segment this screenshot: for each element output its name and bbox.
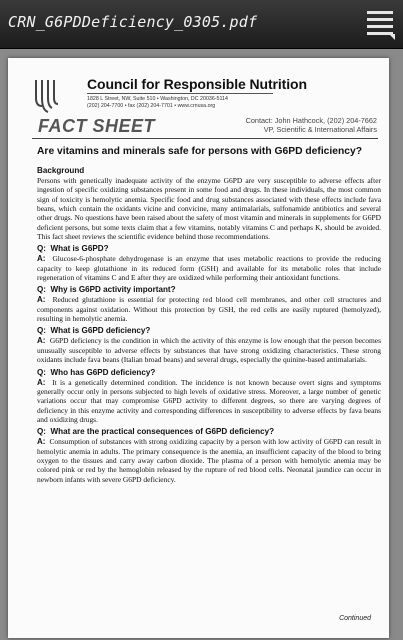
answer: A: Consumption of substances with strong oxidizing capacity by a person with low activity of G6PD can result in hemolytic anemia in adults. The primary consequence is the anemia, an insufficient capacity of the blood to bring oxygen to the tissues and carry away carbon dioxide. The plasma of a person with hemolytic anemia may be colored pink or red by the hemoglobin released by the rupture of red blood cells. Neonatal jaundice can occur in newborn infants with severe G6PD deficiency. (37, 437, 382, 484)
pdf-page[interactable] (8, 58, 389, 638)
address-line: 1828 L Street, NW, Suite 510 • Washington, DC 20036-5114 (87, 96, 228, 102)
phone-line: (202) 204-7700 • fax (202) 204-7701 • www.crnusa.org (87, 103, 216, 109)
question: Q: What is G6PD deficiency? (37, 326, 151, 336)
answer: A: Reduced glutathione is essential for protecting red blood cell membranes, and other cell structures and components against oxidation. Without this protection by GSH, the red cells are easily ruptured (hemolyzed), resulting in hemolytic anemia. (37, 295, 381, 324)
fact-sheet-label: FACT SHEET (38, 116, 156, 136)
viewer-toolbar (0, 0, 403, 49)
divider (32, 138, 378, 139)
continued-label: Continued (339, 615, 371, 622)
contact-info (246, 117, 377, 134)
menu-icon[interactable] (367, 11, 393, 37)
background-text: Persons with genetically inadequate activity of the enzyme G6PD are very susceptible to adverse effects after ingestion of specific oxidizing substances present in some food and drugs. In these individuals, the most common sign of toxicity is hemolytic anemia. Specific food and drug substances associated with these effects include fava beans, which contain the oxidants vicine and convicine, many antimalarials, sulfonamide antibiotics and several other drugs. No questions have been raised about the safety of most vitamin and minerals in supplements for G6PD deficient persons, but some texts claim that a few vitamins, notably vitamins C and perhaps K, should be avoided. This fact sheet reviews the scientific evidence behind those recommendations. (37, 176, 381, 242)
question: Q: What are the practical consequences of G6PD deficiency? (37, 427, 275, 437)
contact-line: Contact: John Hathcock, (202) 204-7662 (245, 116, 377, 125)
crn-logo-icon (32, 76, 62, 116)
document-body (37, 166, 381, 485)
answer: A: G6PD deficiency is the condition in which the activity of this enzyme is low enough that the person becomes unusually susceptible to adverse effects by substances that have strong oxidizing characteristics. These strong oxidants include fava beans (Italian broad beans) and several drugs, especially the quinine-based antimalarials. (37, 336, 382, 365)
document-title: Are vitamins and minerals safe for persons with G6PD deficiency? (37, 146, 363, 157)
organization-name: Council for Responsible Nutrition (87, 76, 307, 92)
answer: A: Glucose-6-phosphate dehydrogenase is an enzyme that uses metabolic reactions to provide the reducing capacity to keep glutathione in its reduced form (GSH) and available for its metabolic roles that include regeneration of vitamins C and E after they are oxidized while performing their antioxidant functions. (37, 254, 381, 283)
contact-title: VP, Scientific & International Affairs (263, 124, 377, 134)
background-heading: Background (37, 166, 85, 175)
answer: A: It is a genetically determined condition. The incidence is not known because overt signs and symptoms generally occur only in persons subjected to high levels of oxidative stress. Moreover, a large number of genetic variations occur that may compromise G6PD activity to different degrees, so there are varying degrees of deficiency in this enzyme activity and corresponding differences in susceptibility to adverse effects by fava beans and oxidizing drugs. (37, 377, 382, 424)
question: Q: Who has G6PD deficiency? (37, 367, 156, 377)
question: Q: Why is G6PD activity important? (37, 285, 176, 295)
question: Q: What is G6PD? (37, 244, 109, 254)
divider (87, 93, 273, 94)
document-filename: CRN_G6PDDeficiency_0305.pdf (8, 13, 258, 31)
